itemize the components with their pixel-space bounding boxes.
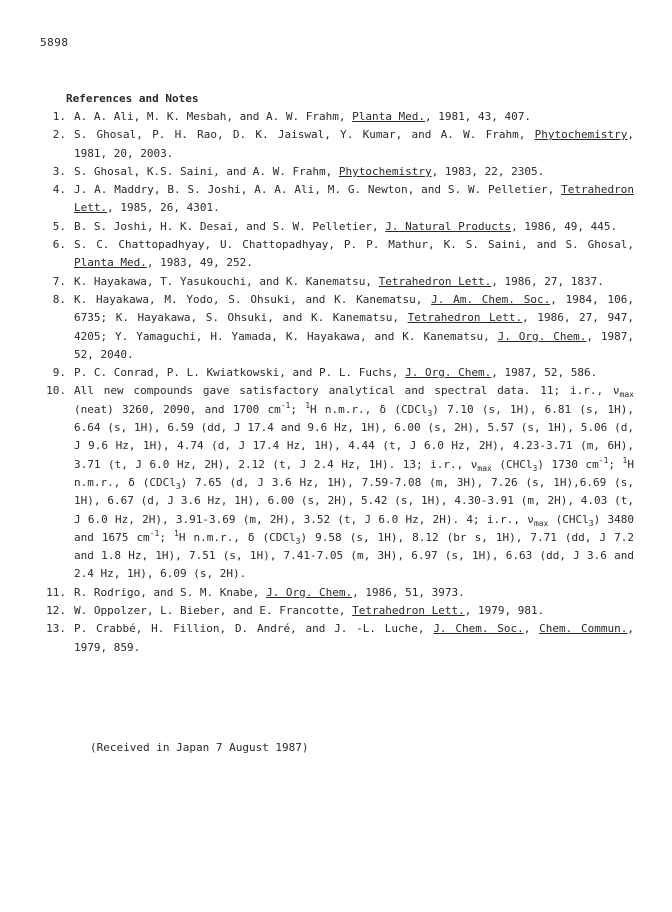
reference-segment: , 1987, 52, 586.: [491, 366, 598, 380]
journal-name: J. Chem. Soc.: [433, 622, 524, 636]
reference-text: [74, 602, 634, 620]
reference-segment: S. Ghosal, K.S. Saini, and A. W. Frahm,: [74, 164, 339, 178]
reference-item: [30, 291, 634, 364]
superscript: -1: [598, 455, 609, 465]
reference-segment: P. C. Conrad, P. L. Kwiatkowski, and P. L. Fuchs,: [74, 366, 406, 380]
reference-segment: All new compounds gave satisfactory analytical and spectral data. 11; i.r., ν: [74, 384, 620, 398]
reference-number: 8.: [52, 292, 66, 306]
journal-name: Tetrahedron Lett.: [378, 274, 492, 288]
journal-name: Tetrahedron Lett.: [407, 311, 523, 325]
reference-item: [30, 620, 634, 657]
reference-item: [30, 163, 634, 181]
subscript: 3: [532, 463, 538, 473]
reference-number: 13.: [46, 622, 66, 636]
superscript: 1: [622, 455, 628, 465]
reference-segment: (CHCl: [548, 512, 589, 526]
reference-number: 12.: [46, 604, 66, 618]
journal-name: Chem. Commun.: [539, 622, 628, 636]
journal-name: Planta Med.: [352, 110, 426, 123]
reference-text: [74, 273, 634, 291]
reference-number: 11.: [46, 585, 66, 599]
reference-item: [30, 126, 634, 163]
journal-name: Phytochemistry: [534, 128, 628, 142]
reference-segment: ;: [290, 402, 306, 416]
reference-text: [74, 364, 634, 382]
reference-segment: , 1986, 51, 3973.: [352, 585, 465, 599]
reference-segment: S. Ghosal, P. H. Rao, D. K. Jaiswal, Y. Kumar, and A. W. Frahm,: [74, 128, 535, 142]
reference-text: [74, 291, 634, 364]
reference-segment: K. Hayakawa, M. Yodo, S. Ohsuki, and K. Kanematsu,: [74, 292, 432, 306]
reference-segment: , 1981, 20, 2003.: [74, 128, 634, 160]
reference-segment: J. A. Maddry, B. S. Joshi, A. A. Ali, M. G. Newton, and S. W. Pelletier,: [74, 183, 562, 197]
journal-name: Tetrahedron Lett.: [352, 604, 465, 618]
reference-text: [74, 620, 634, 657]
journal-name: Phytochemistry: [338, 164, 432, 178]
reference-number: 7.: [52, 274, 66, 288]
reference-segment: , 1981, 43, 407.: [425, 110, 531, 123]
journal-name: J. Org. Chem.: [266, 585, 353, 599]
reference-segment: H n.m.r., δ (CDCl: [310, 402, 428, 416]
superscript: -1: [149, 528, 160, 538]
subscript: 3: [175, 481, 181, 491]
journal-name: J. Am. Chem. Soc.: [431, 292, 551, 306]
superscript: 1: [305, 400, 311, 410]
reference-text: [74, 108, 634, 126]
reference-segment: H n.m.r., δ (CDCl: [74, 457, 634, 489]
reference-segment: ) 9.58 (s, 1H), 8.12 (br s, 1H), 7.71 (dd, J 7.2 and 1.8 Hz, 1H), 7.51 (s, 1H), 7.41-7.05 (m, 3H), 6.97 (s, 1H), 6.63 (dd, J 3.6 and 2.4 Hz, 1H), 6.09 (s, 2H).: [74, 530, 634, 581]
page-number: 5898: [40, 36, 69, 49]
reference-number: 3.: [52, 164, 66, 178]
subscript: max: [477, 463, 492, 473]
reference-item: [30, 584, 634, 602]
reference-segment: , 1979, 981.: [464, 604, 545, 618]
reference-item: [30, 218, 634, 236]
references-list: [30, 108, 634, 657]
reference-segment: , 1986, 27, 947, 4205; Y. Yamaguchi, H. Yamada, K. Hayakawa, and K. Kanematsu,: [74, 311, 634, 343]
reference-segment: R. Rodrigo, and S. M. Knabe,: [74, 585, 267, 599]
reference-segment: ,: [523, 622, 540, 636]
reference-segment: , 1986, 27, 1837.: [491, 274, 604, 288]
reference-text: [74, 236, 634, 273]
reference-text: [74, 126, 634, 163]
reference-number: 1.: [52, 110, 66, 123]
superscript: 1: [174, 528, 179, 538]
reference-number: 4.: [52, 183, 66, 197]
subscript: 3: [295, 536, 301, 546]
reference-segment: ) 7.10 (s, 1H), 6.81 (s, 1H), 6.64 (s, 1H), 6.59 (dd, J 17.4 and 9.6 Hz, 1H), 6.00 (s, 2H), 5.57 (s, 1H), 5.06 (d, J 9.6 Hz, 1H), 4.74 (d, J 17.4 Hz, 1H), 4.44 (t, J 6.0 Hz, 2H), 4.23-3.71 (m, 6H), 3.71 (t, J 6.0 Hz, 2H), 2.12 (t, J 2.4 Hz, 1H). 13; i.r., ν: [74, 402, 634, 471]
reference-segment: , 1986, 49, 445.: [511, 219, 618, 233]
reference-segment: A. A. Ali, M. K. Mesbah, and A. W. Frahm,: [74, 110, 353, 123]
journal-name: J. Org. Chem.: [405, 366, 492, 380]
references-heading: References and Notes: [66, 92, 199, 105]
journal-name: Planta Med.: [74, 256, 147, 270]
reference-item: [30, 108, 634, 126]
reference-item: [30, 273, 634, 291]
reference-number: 6.: [52, 238, 66, 252]
reference-segment: ) 1730 cm: [537, 457, 599, 471]
journal-name: Tetrahedron Lett.: [74, 183, 634, 215]
reference-segment: S. C. Chattopadhyay, U. Chattopadhyay, P. P. Mathur, K. S. Saini, and S. Ghosal,: [74, 238, 634, 252]
subscript: max: [533, 518, 549, 528]
journal-name: J. Natural Products: [385, 219, 512, 233]
reference-number: 10.: [46, 384, 66, 398]
reference-text: [74, 218, 634, 236]
reference-text: [74, 584, 634, 602]
reference-segment: , 1985, 26, 4301.: [107, 201, 220, 215]
subscript: 3: [588, 518, 594, 528]
reference-segment: ) 7.65 (d, J 3.6 Hz, 1H), 7.59-7.08 (m, 3H), 7.26 (s, 1H),6.69 (s, 1H), 6.67 (d, J 3.6 Hz, 1H), 6.00 (s, 2H), 5.42 (s, 1H), 4.30-3.91 (m, 2H), 4.03 (t, J 6.0 Hz, 2H), 3.91-3.69 (m, 2H), 3.52 (t, J 6.0 Hz, 2H). 4; i.r., ν: [74, 475, 634, 526]
superscript: -1: [280, 400, 291, 410]
reference-item: [30, 181, 634, 218]
reference-segment: B. S. Joshi, H. K. Desai, and S. W. Pelletier,: [74, 219, 386, 233]
reference-segment: , 1983, 49, 252.: [146, 256, 253, 270]
reference-segment: H n.m.r., δ (CDCl: [178, 530, 296, 544]
reference-item: [30, 364, 634, 382]
reference-number: 9.: [52, 366, 66, 380]
reference-item: [30, 602, 634, 620]
reference-segment: W. Oppolzer, L. Bieber, and E. Francotte,: [74, 604, 353, 618]
reference-segment: ) 3480 and 1675 cm: [74, 512, 634, 544]
reference-segment: ;: [608, 457, 623, 471]
reference-item: [30, 382, 634, 583]
reference-segment: , 1984, 106, 6735; K. Hayakawa, S. Ohsuki, and K. Kanematsu,: [74, 292, 634, 325]
reference-number: 5.: [52, 219, 66, 233]
reference-segment: , 1979, 859.: [74, 622, 634, 654]
reference-number: 2.: [52, 128, 66, 142]
subscript: max: [619, 390, 634, 400]
reference-text: [74, 181, 634, 218]
reference-segment: , 1987, 52, 2040.: [74, 329, 635, 361]
reference-text: [74, 163, 634, 181]
received-date: (Received in Japan 7 August 1987): [90, 741, 309, 754]
journal-name: J. Org. Chem.: [497, 329, 587, 343]
reference-segment: , 1983, 22, 2305.: [431, 164, 545, 178]
reference-segment: ;: [159, 530, 174, 544]
reference-segment: (CHCl: [491, 457, 533, 471]
reference-segment: P. Crabbé, H. Fillion, D. André, and J. -L. Luche,: [74, 622, 434, 636]
reference-segment: K. Hayakawa, T. Yasukouchi, and K. Kanematsu,: [74, 274, 379, 288]
reference-text: [74, 382, 634, 583]
subscript: 3: [427, 408, 433, 418]
reference-segment: (neat) 3260, 2090, and 1700 cm: [74, 402, 281, 416]
reference-item: [30, 236, 634, 273]
